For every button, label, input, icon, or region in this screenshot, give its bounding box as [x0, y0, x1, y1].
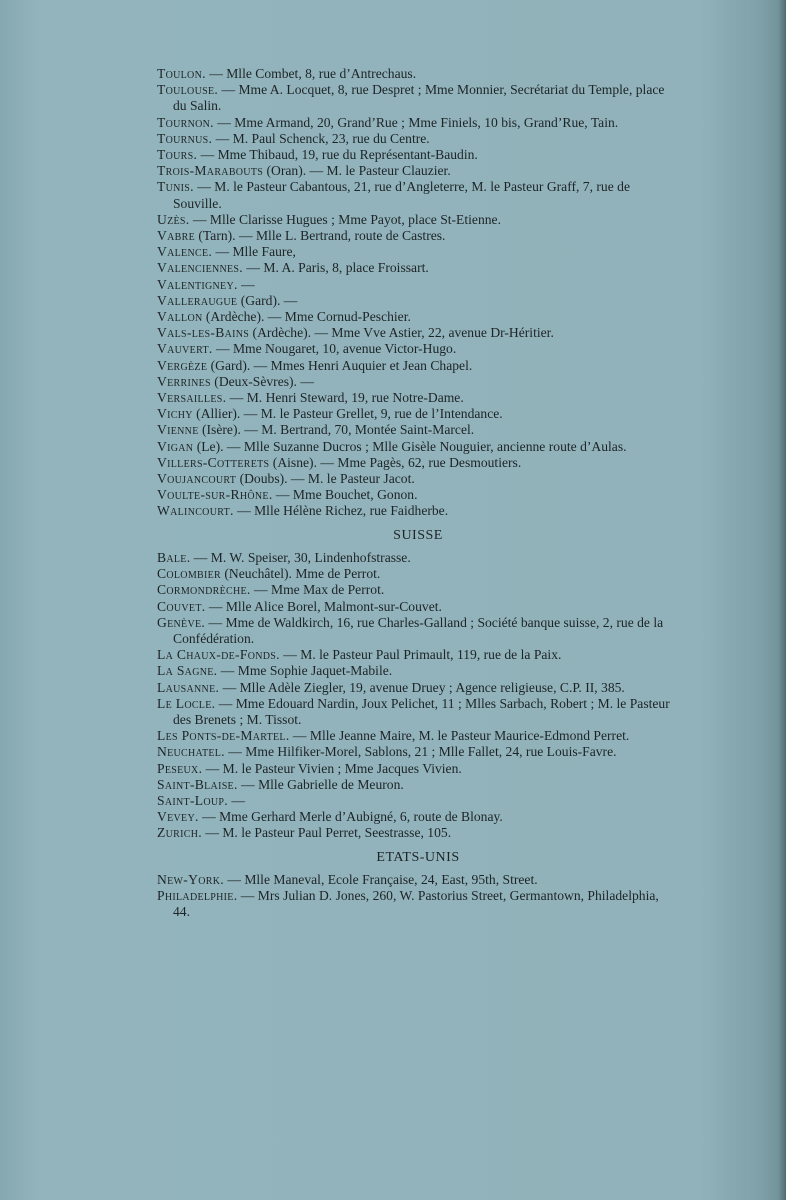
directory-entry: [157, 455, 679, 471]
directory-entry: [157, 599, 679, 615]
entry-details: (Deux-Sèvres). —: [210, 373, 314, 389]
france-section: [157, 66, 679, 520]
entry-details: — M. le Pasteur Cabantous, 21, rue d’Angleterre, M. le Pasteur Graff, 7, rue de Souville.: [173, 179, 630, 211]
directory-entry: [157, 566, 679, 582]
entry-details: (Doubs). — M. le Pasteur Jacot.: [236, 471, 415, 487]
directory-entry: [157, 663, 679, 679]
entry-place: Saint-Loup.: [157, 792, 228, 808]
entry-place: Toulouse.: [157, 82, 219, 98]
entry-place: Vabre: [157, 228, 195, 244]
directory-entry: [157, 550, 679, 566]
entry-place: Villers-Cotterets: [157, 454, 270, 470]
directory-entry: [157, 277, 679, 293]
entry-place: Les Ponts-de-Martel.: [157, 728, 290, 744]
entry-place: Neuchatel.: [157, 744, 225, 760]
entry-details: — M. le Pasteur Vivien ; Mme Jacques Vivien.: [202, 760, 462, 776]
directory-entry: [157, 888, 679, 920]
directory-entry: [157, 872, 679, 888]
entry-place: Valence.: [157, 244, 213, 260]
etats-unis-section: [157, 872, 679, 921]
directory-entry: [157, 131, 679, 147]
entry-place: Vienne: [157, 422, 199, 438]
entry-place: Valentigney.: [157, 276, 238, 292]
entry-place: Verrines: [157, 373, 211, 389]
entry-place: Vergèze: [157, 357, 208, 373]
entry-details: (Neuchâtel). Mme de Perrot.: [221, 566, 381, 582]
entry-details: —: [227, 792, 245, 808]
entry-details: (Tarn). — Mlle L. Bertrand, route de Castres.: [195, 228, 446, 244]
entry-place: Toulon.: [157, 66, 206, 81]
entry-details: (Gard). —: [237, 292, 298, 308]
entry-place: Voujancourt: [157, 471, 237, 487]
entry-details: — Mrs Julian D. Jones, 260, W. Pastorius Street, Germantown, Philadelphia, 44.: [173, 887, 659, 920]
directory-entry: [157, 212, 679, 228]
entry-details: — Mlle Jeanne Maire, M. le Pasteur Maurice-Edmond Perret.: [289, 728, 630, 744]
directory-list: [157, 66, 679, 920]
entry-place: Saint-Blaise.: [157, 776, 238, 792]
directory-entry: [157, 422, 679, 438]
entry-details: — Mme de Waldkirch, 16, rue Charles-Galland ; Société banque suisse, 2, rue de la Confédération.: [173, 614, 664, 646]
entry-details: — Mme Edouard Nardin, Joux Pelichet, 11 ; Mlles Sarbach, Robert ; M. le Pasteur des Brenets ; M. Tissot.: [173, 695, 670, 727]
directory-entry: [157, 777, 679, 793]
directory-entry: [157, 147, 679, 163]
entry-place: La Chaux-de-Fonds.: [157, 647, 280, 663]
directory-entry: [157, 728, 679, 744]
entry-details: — Mme Sophie Jaquet-Mabile.: [217, 663, 393, 679]
entry-place: Vichy: [157, 406, 193, 422]
directory-entry: [157, 825, 679, 841]
directory-entry: [157, 341, 679, 357]
entry-details: — M. W. Speiser, 30, Lindenhofstrasse.: [190, 549, 411, 565]
directory-entry: [157, 228, 679, 244]
directory-entry: [157, 582, 679, 598]
directory-entry: [157, 115, 679, 131]
entry-details: — Mlle Maneval, Ecole Française, 24, East, 95th, Street.: [223, 871, 538, 887]
entry-place: Genève.: [157, 614, 206, 630]
entry-details: — Mme Armand, 20, Grand’Rue ; Mme Finiels, 10 bis, Grand’Rue, Tain.: [213, 114, 619, 130]
entry-details: — M. Henri Steward, 19, rue Notre-Dame.: [226, 390, 464, 406]
entry-details: — Mme A. Locquet, 8, rue Despret ; Mme Monnier, Secrétariat du Temple, place du Salin.: [173, 82, 665, 114]
directory-entry: [157, 471, 679, 487]
entry-place: Colombier: [157, 566, 221, 582]
entry-place: La Sagne.: [157, 663, 218, 679]
entry-place: Valleraugue: [157, 292, 238, 308]
entry-details: — Mme Max de Perrot.: [250, 582, 385, 598]
entry-place: Walincourt.: [157, 503, 234, 519]
directory-entry: [157, 680, 679, 696]
entry-details: — Mme Thibaud, 19, rue du Représentant-Baudin.: [197, 147, 478, 163]
page-edge-shadow: [778, 0, 786, 1200]
directory-entry: [157, 390, 679, 406]
entry-place: Tournon.: [157, 114, 214, 130]
entry-place: Versailles.: [157, 390, 227, 406]
section-heading-suisse: SUISSE: [393, 527, 443, 543]
entry-place: Valenciennes.: [157, 260, 243, 276]
directory-entry: [157, 374, 679, 390]
entry-place: Vals-les-Bains: [157, 325, 250, 341]
directory-entry: [157, 487, 679, 503]
entry-place: Bale.: [157, 549, 191, 565]
entry-details: — Mme Nougaret, 10, avenue Victor-Hugo.: [212, 341, 457, 357]
entry-details: (Le). — Mlle Suzanne Ducros ; Mlle Gisèle Nouguier, ancienne route d’Aulas.: [193, 438, 627, 454]
directory-entry: [157, 809, 679, 825]
entry-details: — Mlle Alice Borel, Malmont-sur-Couvet.: [205, 598, 442, 614]
directory-entry: [157, 82, 679, 114]
directory-entry: [157, 244, 679, 260]
entry-details: (Allier). — M. le Pasteur Grellet, 9, rue de l’Intendance.: [192, 406, 503, 422]
directory-entry: [157, 66, 679, 82]
entry-place: Vevey.: [157, 809, 199, 825]
entry-details: — M. le Pasteur Paul Perret, Seestrasse, 105.: [201, 825, 452, 841]
directory-entry: [157, 439, 679, 455]
entry-details: — M. le Pasteur Paul Primault, 119, rue de la Paix.: [279, 647, 562, 663]
entry-details: — Mme Bouchet, Gonon.: [272, 487, 418, 503]
directory-entry: [157, 325, 679, 341]
entry-place: Uzès.: [157, 211, 190, 227]
directory-entry: [157, 744, 679, 760]
entry-details: — Mme Gerhard Merle d’Aubigné, 6, route de Blonay.: [198, 809, 503, 825]
entry-details: —: [237, 276, 255, 292]
directory-entry: [157, 309, 679, 325]
entry-details: — Mlle Adèle Ziegler, 19, avenue Druey ; Agence religieuse, C.P. II, 385.: [219, 679, 625, 695]
directory-entry: [157, 358, 679, 374]
entry-place: Cormondrèche.: [157, 582, 251, 598]
directory-entry: [157, 647, 679, 663]
section-heading-etats-unis: ETATS-UNIS: [376, 849, 460, 865]
directory-entry: [157, 615, 679, 647]
entry-place: Voulte-sur-Rhône.: [157, 487, 273, 503]
entry-place: Tours.: [157, 147, 198, 163]
entry-details: — Mlle Faure,: [212, 244, 296, 260]
entry-details: — Mlle Gabrielle de Meuron.: [237, 776, 404, 792]
entry-place: Vallon: [157, 309, 203, 325]
entry-place: Tunis.: [157, 179, 194, 195]
directory-entry: [157, 406, 679, 422]
entry-details: — M. A. Paris, 8, place Froissart.: [243, 260, 429, 276]
entry-place: Vauvert.: [157, 341, 213, 357]
entry-details: — Mme Hilfiker-Morel, Sablons, 21 ; Mlle Fallet, 24, rue Louis-Favre.: [224, 744, 617, 760]
entry-place: Vigan: [157, 438, 194, 454]
directory-entry: [157, 179, 679, 211]
entry-place: Philadelphie.: [157, 887, 238, 903]
entry-place: Lausanne.: [157, 679, 220, 695]
entry-place: Trois-Marabouts: [157, 163, 264, 179]
entry-details: — Mlle Clarisse Hugues ; Mme Payot, place St-Etienne.: [189, 211, 501, 227]
entry-details: (Ardèche). — Mme Cornud-Peschier.: [202, 309, 411, 325]
entry-details: (Ardèche). — Mme Vve Astier, 22, avenue Dr-Héritier.: [249, 325, 554, 341]
entry-details: — Mlle Hélène Richez, rue Faidherbe.: [233, 503, 449, 519]
entry-place: Zurich.: [157, 825, 202, 841]
entry-details: — M. Paul Schenck, 23, rue du Centre.: [212, 130, 430, 146]
directory-entry: [157, 761, 679, 777]
entry-place: Couvet.: [157, 598, 206, 614]
entry-details: (Oran). — M. le Pasteur Clauzier.: [263, 163, 451, 179]
entry-place: Tournus.: [157, 130, 213, 146]
directory-entry: [157, 260, 679, 276]
entry-details: (Isère). — M. Bertrand, 70, Montée Saint-Marcel.: [198, 422, 475, 438]
entry-place: Le Locle.: [157, 695, 216, 711]
directory-entry: [157, 503, 679, 519]
directory-entry: [157, 163, 679, 179]
directory-entry: [157, 293, 679, 309]
entry-place: New-York.: [157, 871, 224, 887]
suisse-section: [157, 550, 679, 842]
entry-details: (Gard). — Mmes Henri Auquier et Jean Chapel.: [207, 357, 473, 373]
entry-place: Peseux.: [157, 760, 203, 776]
entry-details: (Aisne). — Mme Pagès, 62, rue Desmoutiers.: [269, 454, 522, 470]
directory-entry: [157, 793, 679, 809]
directory-entry: [157, 696, 679, 728]
entry-details: — Mlle Combet, 8, rue d’Antrechaus.: [205, 66, 417, 81]
